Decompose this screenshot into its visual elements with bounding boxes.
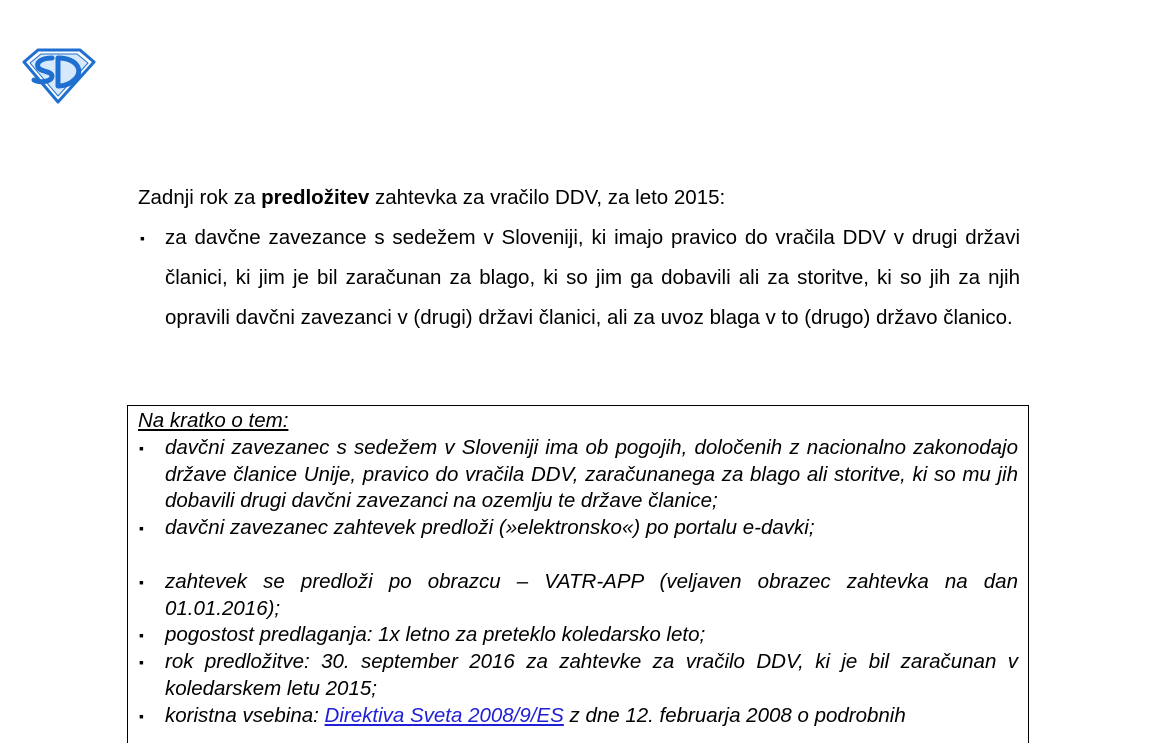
directive-link[interactable]: Direktiva Sveta 2008/9/ES	[324, 703, 564, 727]
summary-box	[127, 405, 1029, 743]
bullet-icon: ▪	[139, 654, 144, 671]
bullet-icon: ▪	[139, 520, 144, 537]
list-item: ▪ za davčne zavezance s sedežem v Sloveniji, ki imajo pravico do vračila DDV v drugi državi članici, ki jim je bil zaračunan za blago, ki so jim ga dobavili ali za storitve, ki so jih za njih opravili davčni zavezanci v (drugi) državi članici, ali za uvoz blaga v to (drugo) državo članico.	[138, 218, 1020, 338]
intro-heading: Zadnji rok za predložitev zahtevka za vračilo DDV, za leto 2015:	[138, 186, 726, 209]
bullet-icon: ▪	[139, 707, 144, 724]
list-item: ▪ rok predložitve: 30. september 2016 za zahtevke za vračilo DDV, ki je bil zaračunan v koledarskem letu 2015;	[139, 650, 1018, 700]
bullet-icon: ▪	[140, 230, 145, 246]
list-item: ▪ davčni zavezanec s sedežem v Sloveniji ima ob pogojih, določenih z nacionalno zakonodajo države članice Unije, pravico do vračila DDV, zaračunanega za blago ali storitve, ki so mu jih dobavili drugi davčni zavezanci na ozemlju te države članice;	[139, 435, 1018, 513]
list-item: ▪ pogostost predlaganja: 1x letno za preteklo koledarsko leto;	[138, 622, 1018, 649]
bullet-icon: ▪	[139, 627, 144, 644]
company-logo-icon	[22, 48, 96, 104]
intro-list	[138, 218, 1020, 338]
summary-list	[138, 435, 1018, 730]
intro-section	[138, 178, 1020, 338]
list-item: ▪ koristna vsebina: Direktiva Sveta 2008/9/ES z dne 12. februarja 2008 o podrobnih	[138, 703, 1018, 730]
list-item: ▪ davčni zavezanec zahtevek predloži (»elektronsko«) po portalu e-davki;	[138, 515, 1018, 542]
summary-title: Na kratko o tem:	[138, 409, 289, 432]
list-item: ▪ zahtevek se predloži po obrazcu – VATR-APP (veljaven obrazec zahtevka na dan 01.01.2016);	[139, 569, 1018, 620]
bullet-icon: ▪	[139, 573, 144, 590]
bullet-icon: ▪	[139, 439, 144, 456]
list-spacer	[138, 542, 1018, 569]
